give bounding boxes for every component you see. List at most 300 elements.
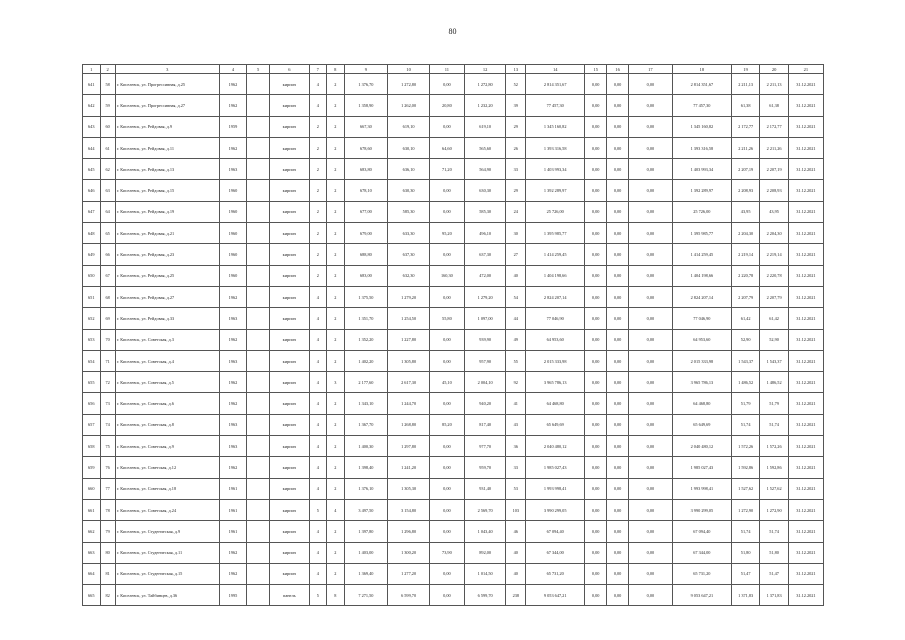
table-cell: 1 345 160,82 xyxy=(672,116,731,137)
table-cell: 2 220,78 xyxy=(731,265,759,286)
table-cell: 8 xyxy=(327,585,345,606)
table-cell: 1 297,80 xyxy=(388,436,430,457)
table-cell: 73,90 xyxy=(429,542,464,563)
table-cell: 80 xyxy=(100,542,115,563)
address-cell: г. Киселевск, ул. Советская, д.18 xyxy=(115,478,219,499)
table-cell: 2 xyxy=(327,308,345,329)
register-table xyxy=(82,64,824,606)
table-cell: 1 993 998,41 xyxy=(526,478,585,499)
column-header: 13 xyxy=(506,65,526,74)
table-cell: 2 220,78 xyxy=(760,265,788,286)
table-cell: 1 403 993,34 xyxy=(672,159,731,180)
table-cell: 2 814 351,67 xyxy=(672,74,731,95)
table-cell: 1 279,20 xyxy=(464,286,506,307)
table-cell: 1962 xyxy=(219,393,246,414)
table-cell: кирпич xyxy=(270,244,309,265)
table-cell: 52,90 xyxy=(731,329,759,350)
table-cell: 1 300,20 xyxy=(388,542,430,563)
table-cell: 31.12.2021 xyxy=(788,329,823,350)
table-cell: кирпич xyxy=(270,308,309,329)
table-cell: 657 xyxy=(83,414,101,435)
address-cell: г. Киселевск, ул. Тайбинцев, д.36 xyxy=(115,585,219,606)
table-cell: 4 xyxy=(309,74,327,95)
table-cell: 51,74 xyxy=(731,414,759,435)
table-cell: 0,00 xyxy=(629,372,673,393)
table-cell: 1963 xyxy=(219,308,246,329)
table-cell: 1 395 985,77 xyxy=(526,223,585,244)
table-cell: 2 824 207,14 xyxy=(672,286,731,307)
table-cell: 2 208,93 xyxy=(760,180,788,201)
table-cell: 1963 xyxy=(219,159,246,180)
table-cell: 0,00 xyxy=(607,95,629,116)
table-cell: 25 726,00 xyxy=(526,201,585,222)
table-cell: 1 414 259,45 xyxy=(672,244,731,265)
table-row xyxy=(83,350,824,371)
address-cell: г. Киселевск, ул. Советская, д.8 xyxy=(115,414,219,435)
table-cell: 1961 xyxy=(219,521,246,542)
table-cell: 33 xyxy=(506,159,526,180)
table-cell: 1995 xyxy=(219,585,246,606)
table-cell: 0,00 xyxy=(629,223,673,244)
table-cell: 65 731,20 xyxy=(672,563,731,584)
table-cell: 4 xyxy=(309,542,327,563)
table-row xyxy=(83,542,824,563)
table-cell: 0,00 xyxy=(629,286,673,307)
table-cell: 3 154,80 xyxy=(388,499,430,520)
table-cell: 40 xyxy=(506,542,526,563)
column-header: 3 xyxy=(115,65,219,74)
table-cell: 51,79 xyxy=(731,393,759,414)
table-cell: 0,00 xyxy=(629,585,673,606)
table-cell: 0,00 xyxy=(429,563,464,584)
table-cell: 31.12.2021 xyxy=(788,585,823,606)
table-cell: 0,00 xyxy=(607,329,629,350)
table-cell: 36 xyxy=(506,436,526,457)
table-cell: 40 xyxy=(506,563,526,584)
table-cell: 2 xyxy=(309,265,327,286)
table-cell: 1 227,80 xyxy=(388,329,430,350)
table-cell: 667,30 xyxy=(344,116,388,137)
table-cell: 1 985 027,43 xyxy=(672,457,731,478)
table-cell: кирпич xyxy=(270,265,309,286)
table-cell: 0,00 xyxy=(585,393,607,414)
table-row xyxy=(83,180,824,201)
table-cell: 1 375,50 xyxy=(344,286,388,307)
table-cell: 51,74 xyxy=(731,521,759,542)
address-cell: г. Киселевск, ул. Рейдовая, д.11 xyxy=(115,137,219,158)
table-cell: 67 344,00 xyxy=(672,542,731,563)
table-cell: 1 402,20 xyxy=(344,350,388,371)
table-cell: 2 xyxy=(309,244,327,265)
table-cell: 1 097,00 xyxy=(464,308,506,329)
table-cell: 0,00 xyxy=(585,563,607,584)
table-row xyxy=(83,137,824,158)
table-cell: 664 xyxy=(83,563,101,584)
column-header: 16 xyxy=(607,65,629,74)
table-cell: 658 xyxy=(83,436,101,457)
table-cell: 2 xyxy=(327,180,345,201)
table-cell: 647 xyxy=(83,201,101,222)
table-cell: 0,00 xyxy=(585,286,607,307)
table-row xyxy=(83,414,824,435)
table-cell: 0,00 xyxy=(585,521,607,542)
table-cell: 2 xyxy=(327,201,345,222)
table-cell: 678,60 xyxy=(344,137,388,158)
table-cell: 0,00 xyxy=(585,116,607,137)
table-cell: кирпич xyxy=(270,478,309,499)
table-cell: 0,00 xyxy=(607,286,629,307)
table-cell: 31.12.2021 xyxy=(788,159,823,180)
table-cell: 58 xyxy=(100,74,115,95)
table-cell: 238 xyxy=(506,585,526,606)
table-cell: 1 572,26 xyxy=(760,436,788,457)
table-cell: кирпич xyxy=(270,180,309,201)
table-cell: 2 xyxy=(327,244,345,265)
table-cell: 1960 xyxy=(219,223,246,244)
table-cell: 633,30 xyxy=(388,223,430,244)
table-cell xyxy=(247,180,270,201)
table-cell: кирпич xyxy=(270,350,309,371)
table-cell: 1 376,70 xyxy=(344,74,388,95)
header-row xyxy=(83,65,824,74)
table-cell: 2 172,77 xyxy=(731,116,759,137)
table-cell: 3 990 299,05 xyxy=(526,499,585,520)
table-cell: 31.12.2021 xyxy=(788,457,823,478)
address-cell: г. Киселевск, ул. Советская, д.9 xyxy=(115,436,219,457)
table-cell: 2 xyxy=(327,159,345,180)
table-cell: 1962 xyxy=(219,372,246,393)
table-cell: 39 xyxy=(506,95,526,116)
table-cell: 1 400,30 xyxy=(344,436,388,457)
table-cell: 1 371,83 xyxy=(731,585,759,606)
table-cell: 1 486,52 xyxy=(760,372,788,393)
table-cell: 1960 xyxy=(219,244,246,265)
table-cell: 68 xyxy=(100,286,115,307)
table-cell: 1962 xyxy=(219,95,246,116)
table-cell: 51,47 xyxy=(760,563,788,584)
table-cell: 0,00 xyxy=(607,74,629,95)
table-cell: 49 xyxy=(506,329,526,350)
table-cell: 650 xyxy=(83,265,101,286)
table-cell: 1961 xyxy=(219,499,246,520)
table-cell: 0,00 xyxy=(629,542,673,563)
address-cell: г. Киселевск, ул. Рейдовая, д.33 xyxy=(115,308,219,329)
table-cell: 655 xyxy=(83,372,101,393)
table-cell: кирпич xyxy=(270,137,309,158)
table-cell: 632,30 xyxy=(388,265,430,286)
table-row xyxy=(83,436,824,457)
table-cell: 43,95 xyxy=(760,201,788,222)
table-cell: 0,00 xyxy=(429,244,464,265)
table-cell: 59 xyxy=(100,95,115,116)
column-header: 19 xyxy=(731,65,759,74)
table-cell: 659 xyxy=(83,457,101,478)
table-cell: 85,20 xyxy=(429,414,464,435)
address-cell: г. Киселевск, ул. Рейдовая, д.23 xyxy=(115,244,219,265)
table-cell xyxy=(247,137,270,158)
table-cell: 1 305,30 xyxy=(388,478,430,499)
table-cell: 71 xyxy=(100,350,115,371)
table-cell: кирпич xyxy=(270,393,309,414)
table-cell: 1960 xyxy=(219,201,246,222)
table-cell: 27 xyxy=(506,244,526,265)
table-cell: кирпич xyxy=(270,457,309,478)
table-cell: кирпич xyxy=(270,159,309,180)
column-header: 2 xyxy=(100,65,115,74)
table-cell: 1 414 259,45 xyxy=(526,244,585,265)
table-cell: 69 xyxy=(100,308,115,329)
column-header: 14 xyxy=(526,65,585,74)
table-cell: 0,00 xyxy=(607,563,629,584)
table-cell: 95,20 xyxy=(429,223,464,244)
table-cell: 77 457,30 xyxy=(672,95,731,116)
table-cell: 1 352,20 xyxy=(344,329,388,350)
table-cell: 31.12.2021 xyxy=(788,286,823,307)
table-cell: 0,00 xyxy=(607,180,629,201)
table-row xyxy=(83,563,824,584)
table-cell: 660 xyxy=(83,478,101,499)
table-cell: 1 403 993,34 xyxy=(526,159,585,180)
table-cell: 1 486,52 xyxy=(731,372,759,393)
table-cell: 66 xyxy=(100,244,115,265)
table-cell: 65 649,69 xyxy=(526,414,585,435)
column-header: 1 xyxy=(83,65,101,74)
table-cell: 0,00 xyxy=(585,350,607,371)
table-cell xyxy=(247,329,270,350)
table-cell: 0,00 xyxy=(429,393,464,414)
table-cell: 1961 xyxy=(219,478,246,499)
table-cell: 496,10 xyxy=(464,223,506,244)
table-cell: 78 xyxy=(100,499,115,520)
table-row xyxy=(83,244,824,265)
table-cell xyxy=(247,542,270,563)
table-cell: 683,00 xyxy=(344,265,388,286)
table-cell: 1 527,62 xyxy=(731,478,759,499)
table-cell: кирпич xyxy=(270,521,309,542)
table-cell: 0,00 xyxy=(607,478,629,499)
table-cell: 619,10 xyxy=(388,116,430,137)
table-cell: 1 358,90 xyxy=(344,95,388,116)
table-cell: 61,42 xyxy=(760,308,788,329)
table-cell: 1 392 289,97 xyxy=(526,180,585,201)
table-cell: 55 xyxy=(506,350,526,371)
table-cell: 0,00 xyxy=(585,585,607,606)
table-row xyxy=(83,499,824,520)
table-cell: кирпич xyxy=(270,74,309,95)
table-cell: 0,00 xyxy=(629,137,673,158)
table-cell: 0,00 xyxy=(429,350,464,371)
column-header: 18 xyxy=(672,65,731,74)
table-cell: кирпич xyxy=(270,436,309,457)
table-cell: 52,90 xyxy=(760,329,788,350)
table-cell: 4 xyxy=(309,308,327,329)
table-cell: 677,00 xyxy=(344,201,388,222)
address-cell: г. Киселевск, ул. Советская, д.24 xyxy=(115,499,219,520)
table-cell: 31.12.2021 xyxy=(788,563,823,584)
table-cell: 1 398,40 xyxy=(344,457,388,478)
table-cell: 79 xyxy=(100,521,115,542)
table-cell: 4 xyxy=(309,457,327,478)
table-cell: 0,00 xyxy=(629,180,673,201)
table-cell xyxy=(247,265,270,286)
table-cell xyxy=(247,116,270,137)
table-cell: 31.12.2021 xyxy=(788,95,823,116)
table-cell: 2 040 480,12 xyxy=(526,436,585,457)
table-cell: 67 094,40 xyxy=(672,521,731,542)
table-cell: 31.12.2021 xyxy=(788,223,823,244)
table-cell: 2 211,13 xyxy=(760,74,788,95)
table-cell: 31.12.2021 xyxy=(788,393,823,414)
table-cell: 1 397,80 xyxy=(344,521,388,542)
table-cell: 642 xyxy=(83,95,101,116)
table-cell: 29 xyxy=(506,180,526,201)
table-cell: 1 272,90 xyxy=(760,499,788,520)
table-cell: 2 814 351,67 xyxy=(526,74,585,95)
table-cell: 688,80 xyxy=(344,244,388,265)
table-cell: 4 xyxy=(309,286,327,307)
table-cell: 0,00 xyxy=(629,159,673,180)
table-cell: 2 207,79 xyxy=(760,286,788,307)
table-cell: 64 953,60 xyxy=(526,329,585,350)
table-cell: 2 xyxy=(327,286,345,307)
table-cell: 2 211,13 xyxy=(731,74,759,95)
table-cell: 654 xyxy=(83,350,101,371)
table-row xyxy=(83,329,824,350)
table-cell: 5 xyxy=(309,585,327,606)
table-cell: 637,30 xyxy=(388,244,430,265)
table-row xyxy=(83,74,824,95)
table-cell: 61,38 xyxy=(760,95,788,116)
table-cell: 2 xyxy=(327,414,345,435)
table-cell: 2 211,26 xyxy=(731,137,759,158)
table-cell: 1 254,50 xyxy=(388,308,430,329)
table-cell: 665 xyxy=(83,585,101,606)
table-cell: 31.12.2021 xyxy=(788,265,823,286)
table-cell: 892,00 xyxy=(464,542,506,563)
table-cell: 4 xyxy=(309,414,327,435)
table-cell: 0,00 xyxy=(585,244,607,265)
table-cell: 0,00 xyxy=(607,137,629,158)
table-cell: 2 207,19 xyxy=(731,159,759,180)
table-cell: 1960 xyxy=(219,180,246,201)
table-cell: 65 xyxy=(100,223,115,244)
table-cell: кирпич xyxy=(270,329,309,350)
table-cell: 2 xyxy=(327,137,345,158)
table-cell: 1 014,50 xyxy=(464,563,506,584)
table-cell: 0,00 xyxy=(629,521,673,542)
address-cell: г. Киселевск, ул. Советская, д.6 xyxy=(115,393,219,414)
table-cell: 65 649,69 xyxy=(672,414,731,435)
table-cell xyxy=(247,372,270,393)
table-cell: 2 xyxy=(327,393,345,414)
table-cell: 0,00 xyxy=(429,478,464,499)
table-cell: 645 xyxy=(83,159,101,180)
table-cell: 3 497,50 xyxy=(344,499,388,520)
table-cell: 44 xyxy=(506,308,526,329)
table-cell: 0,00 xyxy=(607,372,629,393)
table-cell xyxy=(247,499,270,520)
table-cell: 1 403,00 xyxy=(344,542,388,563)
table-cell xyxy=(247,223,270,244)
address-cell: г. Киселевск, ул. Советская, д.5 xyxy=(115,372,219,393)
table-cell: 0,00 xyxy=(429,436,464,457)
table-cell: 77 xyxy=(100,478,115,499)
table-cell: 76 xyxy=(100,457,115,478)
table-cell xyxy=(247,308,270,329)
table-cell: 939,90 xyxy=(464,329,506,350)
table-row xyxy=(83,201,824,222)
table-cell: 2 xyxy=(327,563,345,584)
table-cell: 663 xyxy=(83,542,101,563)
table-cell: 619,10 xyxy=(464,116,506,137)
table-cell xyxy=(247,414,270,435)
table-cell: 4 xyxy=(309,478,327,499)
table-cell: 1 527,62 xyxy=(760,478,788,499)
address-cell: г. Киселевск, ул. Рейдовая, д.27 xyxy=(115,286,219,307)
table-cell: 931,40 xyxy=(464,478,506,499)
table-cell: 6 599,70 xyxy=(388,585,430,606)
table-cell: 0,00 xyxy=(629,95,673,116)
table-cell xyxy=(247,585,270,606)
table-cell: 2 219,14 xyxy=(760,244,788,265)
table-cell: 2 204,30 xyxy=(760,223,788,244)
table-cell: 70 xyxy=(100,329,115,350)
table-cell: 1 305,80 xyxy=(388,350,430,371)
table-cell: 652 xyxy=(83,308,101,329)
table-cell: 565,60 xyxy=(464,137,506,158)
table-cell: 64 468,80 xyxy=(672,393,731,414)
table-cell: 0,00 xyxy=(585,159,607,180)
table-cell: 1959 xyxy=(219,116,246,137)
table-row xyxy=(83,478,824,499)
table-cell: 1 393 316,58 xyxy=(526,137,585,158)
table-cell: 75 xyxy=(100,436,115,457)
address-cell: г. Киселевск, ул. Рейдовая, д.21 xyxy=(115,223,219,244)
table-cell: 7 271,50 xyxy=(344,585,388,606)
table-cell: 2 xyxy=(327,457,345,478)
table-cell: 64 953,60 xyxy=(672,329,731,350)
table-cell: 64,60 xyxy=(429,137,464,158)
table-cell: кирпич xyxy=(270,95,309,116)
table-cell: 653 xyxy=(83,329,101,350)
table-cell xyxy=(247,457,270,478)
table-cell: 0,00 xyxy=(629,308,673,329)
address-cell: г. Киселевск, ул. Рейдовая, д.15 xyxy=(115,180,219,201)
table-cell: 52 xyxy=(506,74,526,95)
table-cell: 0,00 xyxy=(429,499,464,520)
table-cell: 0,00 xyxy=(607,499,629,520)
table-cell: 31.12.2021 xyxy=(788,201,823,222)
table-cell: 1 244,70 xyxy=(388,393,430,414)
table-cell: 1 371,83 xyxy=(760,585,788,606)
table-cell: 2 xyxy=(309,159,327,180)
table-cell: 9 053 647,21 xyxy=(526,585,585,606)
table-cell: 472,00 xyxy=(464,265,506,286)
table-cell: 3 990 299,05 xyxy=(672,499,731,520)
table-cell: 0,00 xyxy=(585,180,607,201)
table-cell: 1963 xyxy=(219,350,246,371)
table-cell: 0,00 xyxy=(607,116,629,137)
table-cell: 0,00 xyxy=(629,244,673,265)
table-cell: кирпич xyxy=(270,223,309,244)
table-cell: 6 599,70 xyxy=(464,585,506,606)
table-cell: 0,00 xyxy=(585,414,607,435)
table-cell: 0,00 xyxy=(629,350,673,371)
table-cell: 31.12.2021 xyxy=(788,372,823,393)
table-cell: 4 xyxy=(309,393,327,414)
table-cell: 0,00 xyxy=(429,201,464,222)
column-header: 7 xyxy=(309,65,327,74)
